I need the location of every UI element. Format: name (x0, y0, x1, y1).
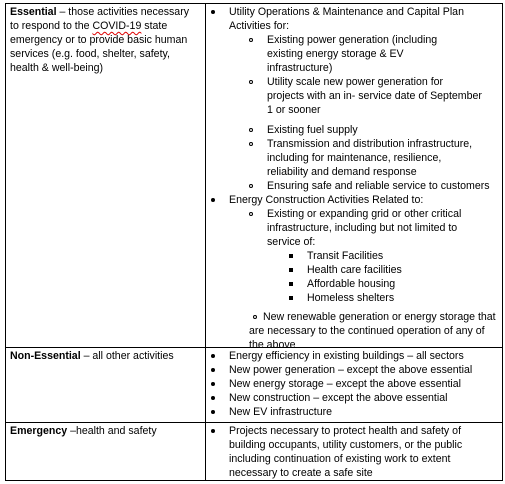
bullet-square (289, 268, 293, 272)
list-item: New EV infrastructure (229, 406, 333, 418)
category-non-essential: Non-Essential (10, 350, 81, 362)
sub-item: Ensuring safe and reliable service to customers (267, 180, 490, 192)
bullet-dot (211, 410, 215, 414)
category-emergency: Emergency (10, 425, 68, 437)
list-item: building occupants, utility customers, or the public (229, 439, 463, 451)
bullet-circle (253, 315, 257, 319)
facility-item: Transit Facilities (307, 250, 384, 262)
list-item: Activities for: (229, 20, 290, 32)
sub-item: New renewable generation or energy storage that (263, 311, 496, 323)
category-description: health & well-being) (10, 62, 104, 74)
sub-item: existing energy storage & EV (267, 48, 404, 60)
sub-item: including for maintenance, resilience, (267, 152, 442, 164)
bullet-circle (249, 184, 253, 188)
list-item: Energy Construction Activities Related to: (229, 194, 424, 206)
category-description: services (e.g. food, shelter, safety, (10, 48, 170, 60)
bullet-circle (249, 212, 253, 216)
list-item: Energy efficiency in existing buildings – all sectors (229, 350, 464, 362)
sub-item: projects with an in- service date of September (267, 90, 482, 102)
bullet-square (289, 254, 293, 258)
sub-item: service of: (267, 236, 316, 248)
sub-item: infrastructure, including but not limited to (267, 222, 458, 234)
activities-table (5, 3, 503, 481)
column-divider (205, 4, 206, 480)
covid-word: COVID-19 (92, 20, 142, 32)
facility-item: Health care facilities (307, 264, 402, 276)
list-item: including continuation of existing work to extent (229, 453, 451, 465)
facility-item: Homeless shelters (307, 292, 395, 304)
bullet-dot (211, 368, 215, 372)
sub-item: Existing fuel supply (267, 124, 358, 136)
bullet-square (289, 282, 293, 286)
bullet-square (289, 296, 293, 300)
bullet-circle (249, 38, 253, 42)
bullet-circle (249, 128, 253, 132)
bullet-dot (211, 354, 215, 358)
category-essential: Essential (10, 6, 57, 18)
sub-item: the above (249, 339, 296, 351)
emergency-items-cell (211, 424, 503, 480)
bullet-dot (211, 198, 215, 202)
sub-item: Existing or expanding grid or other critical (267, 208, 462, 220)
sub-item: reliability and demand response (267, 166, 417, 178)
category-description: emergency or to provide basic human (10, 34, 188, 46)
essential-items-cell (211, 5, 503, 351)
sub-item: Utility scale new power generation for (267, 76, 444, 88)
list-item: Utility Operations & Maintenance and Capital Plan (229, 6, 464, 18)
facility-item: Affordable housing (307, 278, 396, 290)
sub-item: are necessary to the continued operation of any of (249, 325, 485, 337)
category-description: – those activities necessary (56, 6, 190, 18)
list-item: New power generation – except the above essential (229, 364, 473, 376)
category-description: –health and safety (67, 425, 157, 437)
list-item: necessary to create a safe site (229, 467, 373, 479)
category-description: to respond to the (10, 20, 93, 32)
bullet-circle (249, 80, 253, 84)
sub-item: Existing power generation (including (267, 34, 438, 46)
sub-item: Transmission and distribution infrastructure, (267, 138, 473, 150)
bullet-dot (211, 429, 215, 433)
bullet-dot (211, 382, 215, 386)
sub-item: 1 or sooner (267, 104, 321, 116)
list-item: Projects necessary to protect health and safety of (229, 425, 462, 437)
sub-item: infrastructure) (267, 62, 333, 74)
bullet-dot (211, 10, 215, 14)
bullet-dot (211, 396, 215, 400)
bullet-circle (249, 142, 253, 146)
non-essential-items-cell (211, 349, 503, 421)
row-divider (6, 422, 502, 423)
list-item: New energy storage – except the above essential (229, 378, 462, 390)
list-item: New construction – except the above essential (229, 392, 448, 404)
category-description: state (141, 20, 168, 32)
category-description: – all other activities (80, 350, 174, 362)
